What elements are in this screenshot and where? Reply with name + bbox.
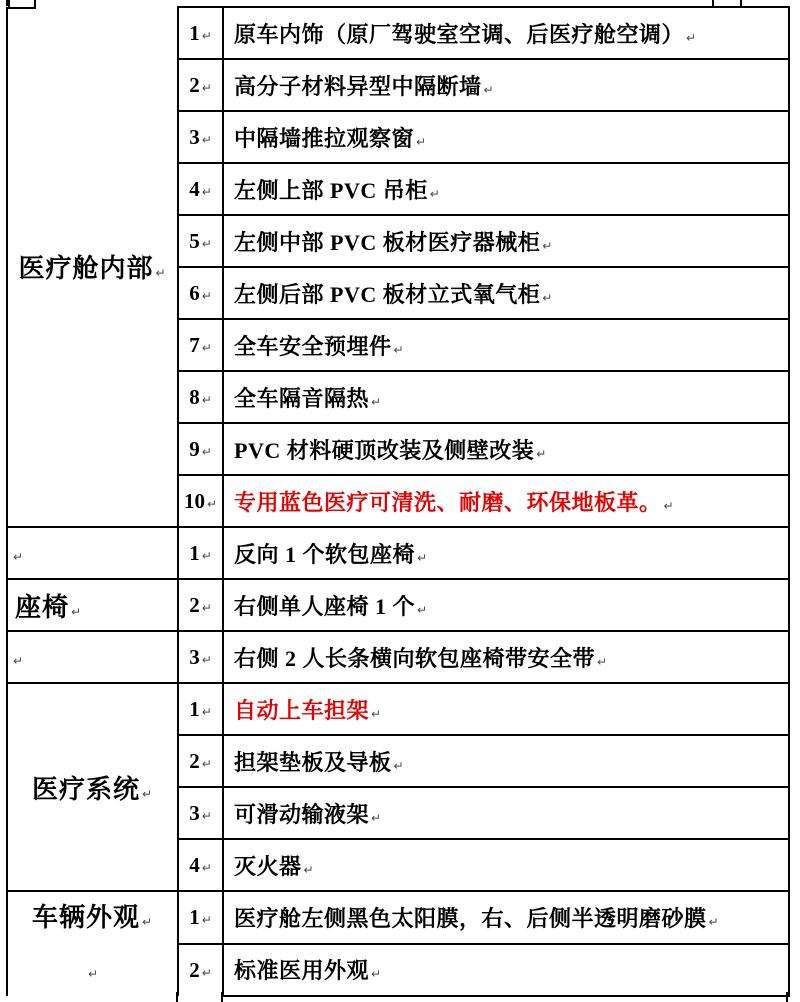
item-text: PVC 材料硬顶改装及侧壁改装 — [234, 437, 535, 463]
pilcrow-mark: ↵ — [201, 28, 212, 43]
item-description-cell — [223, 215, 789, 267]
pilcrow-mark: ↵ — [201, 80, 212, 95]
pilcrow-mark: ↵ — [416, 134, 427, 149]
row-number: 2 — [189, 957, 200, 982]
pilcrow-mark: ↵ — [663, 498, 675, 513]
category-cell-medical-cabin — [7, 7, 178, 527]
pilcrow-mark: ↵ — [536, 446, 547, 461]
row-number-cell — [178, 475, 223, 527]
row-number: 1 — [189, 696, 200, 721]
pilcrow-mark: ↵ — [201, 288, 212, 303]
row-number-cell — [178, 735, 223, 787]
item-text: 右侧 2 人长条横向软包座椅带安全带 — [234, 645, 596, 671]
row-number-cell — [178, 631, 223, 683]
row-number-cell — [178, 527, 223, 579]
row-number-cell — [178, 787, 223, 839]
row-number-cell — [178, 319, 223, 371]
pilcrow-mark: ↵ — [71, 604, 83, 619]
item-text: 反向 1 个软包座椅 — [234, 541, 416, 567]
item-text: 医疗舱左侧黑色太阳膜，右、后侧半透明磨砂膜 — [234, 905, 707, 931]
item-description-cell — [223, 683, 789, 735]
pilcrow-mark: ↵ — [206, 496, 218, 511]
pilcrow-mark: ↵ — [393, 342, 405, 357]
category-cell-medical-system — [7, 683, 178, 891]
row-number: 4 — [189, 852, 200, 877]
item-text: 右侧单人座椅 1 个 — [234, 593, 416, 619]
item-text: 灭火器 — [234, 853, 302, 879]
row-number-cell — [178, 423, 223, 475]
item-text: 中隔墙推拉观察窗 — [234, 125, 415, 151]
item-text: 左侧上部 PVC 吊柜 — [234, 177, 428, 203]
pilcrow-mark: ↵ — [429, 186, 441, 201]
item-description-cell — [223, 944, 789, 997]
row-number-cell — [178, 683, 223, 735]
row-number-cell — [178, 267, 223, 319]
row-number: 10 — [183, 488, 205, 513]
row-number: 5 — [189, 228, 200, 253]
item-description-cell — [223, 527, 789, 579]
pilcrow-mark: ↵ — [686, 30, 697, 45]
row-number: 1 — [189, 540, 200, 565]
pilcrow-mark: ↵ — [201, 808, 212, 823]
item-description-cell — [223, 423, 789, 475]
row-number-cell — [178, 215, 223, 267]
pilcrow-mark: ↵ — [201, 340, 212, 355]
table-row — [7, 527, 789, 579]
item-description-cell — [223, 59, 789, 111]
pilcrow-mark: ↵ — [201, 184, 212, 199]
pilcrow-mark: ↵ — [201, 600, 212, 615]
item-description-cell — [223, 7, 789, 59]
item-description-cell — [223, 787, 789, 839]
pilcrow-mark: ↵ — [201, 756, 212, 771]
category-cell-seats — [7, 579, 178, 631]
item-text: 原车内饰（原厂驾驶室空调、后医疗舱空调） — [234, 21, 685, 47]
pilcrow-mark: ↵ — [303, 862, 315, 877]
row-number: 6 — [189, 280, 200, 305]
item-description-cell — [223, 475, 789, 527]
category-cell-empty — [7, 527, 178, 579]
category-label: 车辆外观 — [31, 903, 140, 932]
item-description-cell — [223, 163, 789, 215]
row-number-cell — [178, 7, 223, 59]
row-number-cell — [178, 163, 223, 215]
pilcrow-mark: ↵ — [417, 550, 428, 565]
row-number-cell — [178, 891, 223, 944]
pilcrow-mark: ↵ — [201, 548, 212, 563]
table-row — [7, 7, 789, 59]
table-row — [7, 891, 789, 944]
pilcrow-mark: ↵ — [13, 550, 25, 564]
pilcrow-mark: ↵ — [87, 967, 100, 981]
pilcrow-mark: ↵ — [13, 654, 25, 668]
cutoff-border-stub — [221, 992, 223, 1002]
table-row — [7, 631, 789, 683]
cutoff-border-stub — [176, 992, 178, 1002]
item-description-cell — [223, 111, 789, 163]
pilcrow-mark: ↵ — [371, 394, 382, 409]
pilcrow-mark: ↵ — [483, 82, 495, 97]
table-row — [7, 579, 789, 631]
pilcrow-mark: ↵ — [542, 290, 553, 305]
row-number-cell — [178, 579, 223, 631]
pilcrow-mark: ↵ — [201, 652, 212, 667]
pilcrow-mark: ↵ — [141, 786, 154, 801]
table-row — [7, 683, 789, 735]
row-number: 8 — [189, 384, 200, 409]
pilcrow-mark: ↵ — [141, 915, 154, 929]
pilcrow-mark: ↵ — [371, 967, 382, 982]
row-number: 2 — [189, 72, 200, 97]
item-text-highlighted: 专用蓝色医疗可清洗、耐磨、环保地板革。 — [234, 489, 662, 515]
row-number: 3 — [189, 800, 200, 825]
pilcrow-mark: ↵ — [201, 392, 212, 407]
item-text: 全车隔音隔热 — [234, 385, 370, 411]
pilcrow-mark: ↵ — [371, 810, 382, 825]
pilcrow-mark: ↵ — [708, 914, 720, 929]
row-number: 2 — [189, 592, 200, 617]
category-label-line — [8, 892, 177, 944]
row-number-cell — [178, 944, 223, 997]
item-description-cell — [223, 319, 789, 371]
category-label: 医疗系统 — [31, 774, 140, 804]
item-text: 标准医用外观 — [234, 958, 370, 984]
pilcrow-mark: ↵ — [371, 706, 382, 721]
item-text: 左侧后部 PVC 板材立式氧气柜 — [234, 281, 541, 307]
item-text: 担架垫板及导板 — [234, 749, 392, 775]
pilcrow-mark: ↵ — [155, 266, 167, 280]
row-number: 9 — [189, 436, 200, 461]
item-text: 全车安全预埋件 — [234, 333, 392, 359]
item-description-cell — [223, 735, 789, 787]
row-number-cell — [178, 839, 223, 891]
empty-paragraph-line — [8, 944, 177, 996]
category-label: 座椅 — [15, 592, 70, 622]
category-cell-empty — [7, 631, 178, 683]
pilcrow-mark: ↵ — [417, 602, 428, 617]
item-description-cell — [223, 579, 789, 631]
pilcrow-mark: ↵ — [201, 704, 212, 719]
pilcrow-mark: ↵ — [201, 132, 212, 147]
row-number: 4 — [189, 176, 200, 201]
item-text: 左侧中部 PVC 板材医疗器械柜 — [234, 229, 541, 255]
cutoff-border-stub — [786, 992, 788, 1002]
row-number: 1 — [189, 20, 200, 45]
item-description-cell — [223, 891, 789, 944]
item-description-cell — [223, 631, 789, 683]
row-number: 3 — [189, 644, 200, 669]
row-number: 1 — [189, 904, 200, 929]
pilcrow-mark: ↵ — [201, 965, 212, 980]
item-description-cell — [223, 839, 789, 891]
pilcrow-mark: ↵ — [201, 912, 212, 927]
pilcrow-mark: ↵ — [393, 758, 405, 773]
pilcrow-mark: ↵ — [201, 236, 212, 251]
item-description-cell — [223, 267, 789, 319]
pilcrow-mark: ↵ — [542, 238, 553, 253]
row-number: 7 — [189, 332, 200, 357]
item-description-cell — [223, 371, 789, 423]
item-text: 高分子材料异型中隔断墙 — [234, 73, 482, 99]
spec-table — [6, 6, 790, 997]
pilcrow-mark: ↵ — [201, 860, 212, 875]
item-text-highlighted: 自动上车担架 — [234, 697, 370, 723]
row-number: 2 — [189, 748, 200, 773]
category-cell-vehicle-exterior — [7, 891, 178, 996]
category-label: 医疗舱内部 — [18, 254, 154, 283]
pilcrow-mark: ↵ — [201, 444, 212, 459]
row-number-cell — [178, 59, 223, 111]
row-number-cell — [178, 371, 223, 423]
row-number: 3 — [189, 124, 200, 149]
item-text: 可滑动输液架 — [234, 801, 370, 827]
row-number-cell — [178, 111, 223, 163]
pilcrow-mark: ↵ — [597, 654, 608, 669]
